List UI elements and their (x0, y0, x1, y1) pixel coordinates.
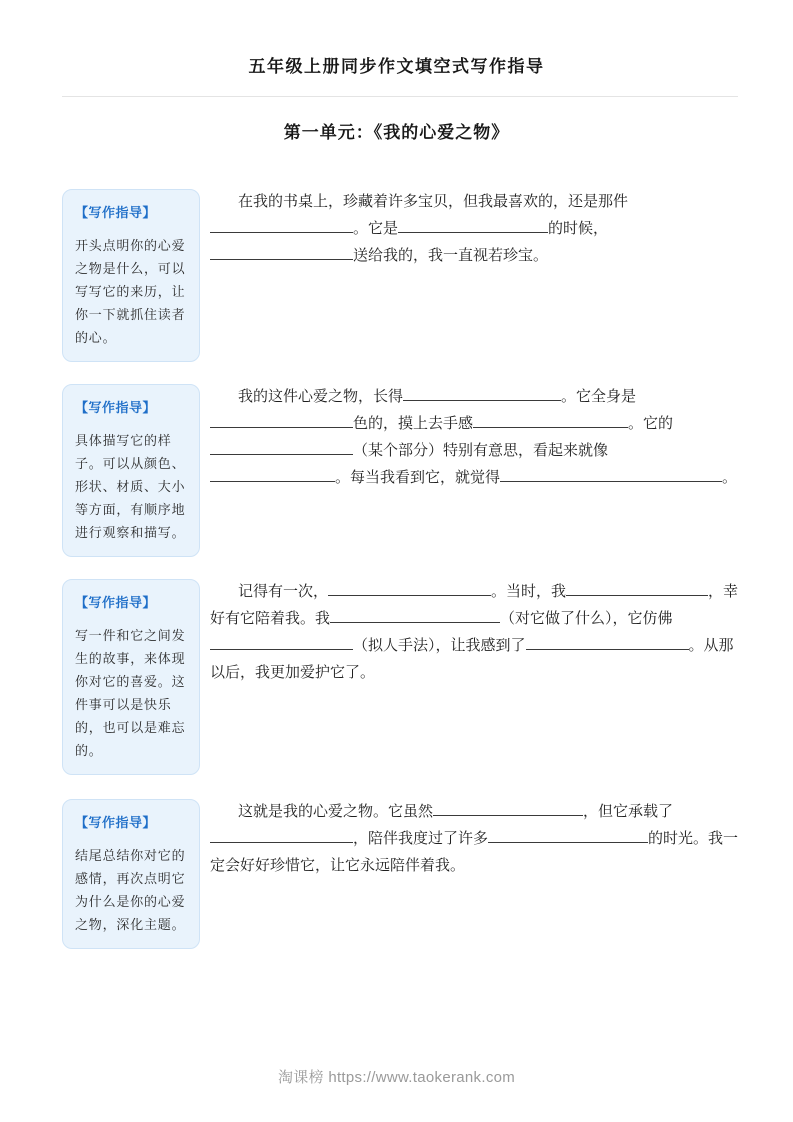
unit-heading: 第一单元：《我的心爱之物》 (283, 123, 510, 142)
fill-in-paragraph-appearance (210, 384, 745, 492)
footer-site-name: 淘课榜 (277, 1069, 324, 1086)
paragraph-line: 送给我的，我一直视若珍宝。 (210, 243, 745, 270)
fill-in-blank (488, 841, 648, 843)
guide-box-opening (62, 189, 200, 362)
paragraph-line: 好有它陪着我。我 （对它做了什么），它仿佛 (210, 611, 673, 627)
paragraph-line: 以后，我更加爱护它了。 (210, 665, 376, 681)
fill-in-blank (210, 231, 353, 233)
fill-in-blank (210, 453, 353, 455)
guide-text-line: 的，也可以是难忘 (75, 720, 186, 735)
paragraph-line: （拟人手法），让我感到了 。从那 (210, 633, 745, 660)
fill-in-blank (210, 841, 353, 843)
guide-text-line: 具体描写它的样 (75, 433, 172, 448)
fill-in-blank (403, 399, 561, 401)
paragraph-line: 记得有一次， 。当时，我 ，幸 (238, 584, 739, 600)
guide-text-line: 你对它的喜爱。这 (75, 674, 186, 689)
guide-text-line: 写一件和它之间发 (75, 628, 186, 643)
guide-text-line: 之物是什么，可以 (75, 261, 186, 276)
fill-in-blank (210, 648, 353, 650)
fill-in-blank (526, 648, 689, 650)
guide-box-text (75, 624, 187, 762)
page-footer (0, 1067, 793, 1089)
fill-in-paragraph-ending (210, 799, 745, 880)
fill-in-paragraph-opening (210, 189, 745, 270)
fill-in-blank (210, 480, 335, 482)
paragraph-line: 在我的书桌上，珍藏着许多宝贝，但我最喜欢的，还是那件 (238, 194, 629, 210)
guide-box-label: 【写作指导】 (75, 205, 157, 220)
footer-url: https://www.taokerank.com (328, 1069, 516, 1086)
guide-text-line: 的心。 (75, 330, 117, 345)
guide-box-text (75, 234, 187, 349)
paragraph-line: 定会好好珍惜它，让它永远陪伴着我。 (210, 858, 466, 874)
guide-box-ending (62, 799, 200, 949)
guide-text-line: 形状、材质、大小 (75, 479, 186, 494)
guide-box-label: 【写作指导】 (75, 595, 157, 610)
fill-in-blank (330, 621, 500, 623)
guide-box-text (75, 429, 187, 544)
fill-in-blank (500, 480, 722, 482)
fill-in-blank (210, 258, 353, 260)
fill-in-blank (328, 594, 491, 596)
guide-text-line: 等方面，有顺序地 (75, 502, 186, 517)
paragraph-line: 这就是我的心爱之物。它虽然 ，但它承载了 (238, 804, 674, 820)
fill-in-blank (210, 426, 353, 428)
paragraph-line: 色的，摸上去手感 。它的 (210, 411, 745, 438)
guide-box-appearance (62, 384, 200, 557)
paragraph-line: ，陪伴我度过了许多 的时光。我一 (210, 826, 745, 853)
guide-text-line: 之物，深化主题。 (75, 917, 186, 932)
fill-in-blank (566, 594, 708, 596)
guide-text-line: 件事可以是快乐 (75, 697, 172, 712)
guide-text-line: 子。可以从颜色、 (75, 456, 186, 471)
document-title: 五年级上册同步作文填空式写作指导 (248, 57, 545, 76)
fill-in-blank (473, 426, 628, 428)
guide-text-line: 感情，再次点明它 (75, 871, 186, 886)
guide-text-line: 写写它的来历，让 (75, 284, 186, 299)
header-divider (62, 96, 738, 97)
fill-in-blank (398, 231, 548, 233)
fill-in-paragraph-story (210, 579, 745, 687)
guide-text-line: 进行观察和描写。 (75, 525, 186, 540)
guide-box-text (75, 844, 187, 936)
paragraph-line: 我的这件心爱之物，长得 。它全身是 (238, 389, 637, 405)
guide-box-label: 【写作指导】 (75, 400, 157, 415)
paragraph-line: 。它是 的时候， (210, 216, 745, 243)
paragraph-line: 。每当我看到它，就觉得 。 (210, 465, 745, 492)
guide-text-line: 生的故事，来体现 (75, 651, 186, 666)
guide-text-line: 结尾总结你对它的 (75, 848, 186, 863)
guide-text-line: 为什么是你的心爱 (75, 894, 186, 909)
guide-box-label: 【写作指导】 (75, 815, 157, 830)
guide-text-line: 你一下就抓住读者 (75, 307, 186, 322)
fill-in-blank (433, 814, 583, 816)
guide-text-line: 的。 (75, 743, 103, 758)
guide-text-line: 开头点明你的心爱 (75, 238, 186, 253)
paragraph-line: （某个部分）特别有意思，看起来就像 (210, 438, 745, 465)
guide-box-story (62, 579, 200, 775)
